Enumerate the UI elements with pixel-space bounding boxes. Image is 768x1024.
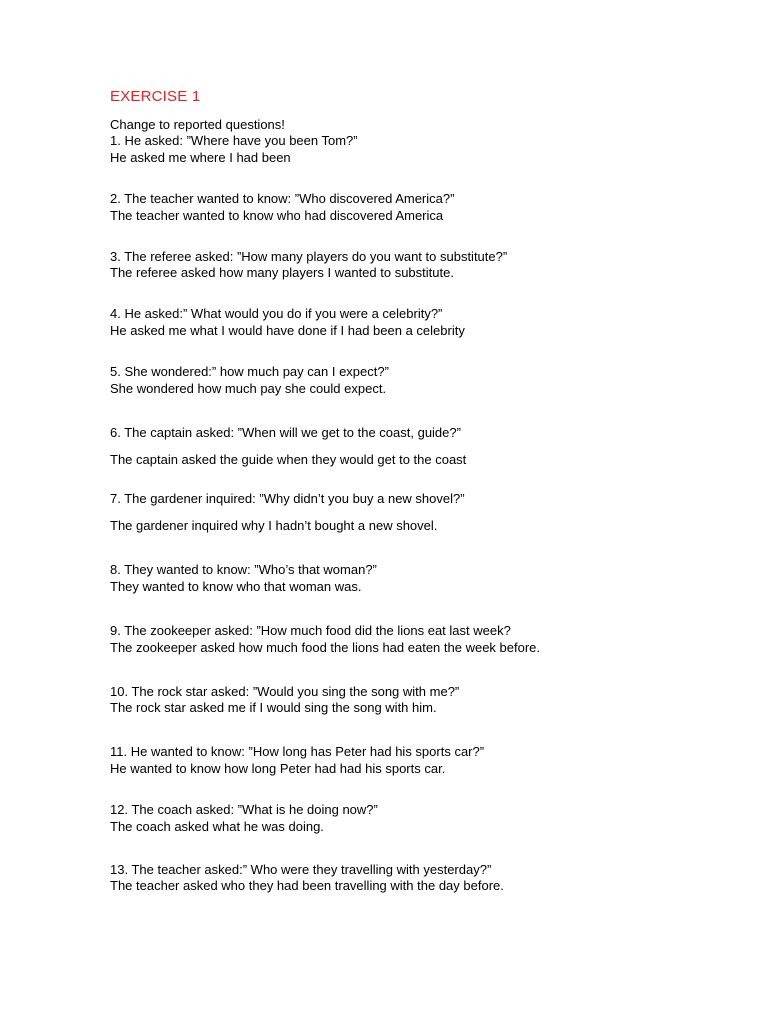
exercise-title: EXERCISE 1	[110, 88, 201, 105]
question-1: 1. He asked: ”Where have you been Tom?”	[110, 133, 358, 148]
question-9: 9. The zookeeper asked: ”How much food did the lions eat last week?	[110, 623, 511, 638]
answer-12: The coach asked what he was doing.	[110, 819, 324, 834]
answer-6: The captain asked the guide when they would get to the coast	[110, 452, 467, 467]
answer-4: He asked me what I would have done if I had been a celebrity	[110, 323, 465, 338]
question-2: 2. The teacher wanted to know: ”Who discovered America?”	[110, 191, 455, 206]
question-8: 8. They wanted to know: ”Who’s that woman?”	[110, 562, 377, 577]
question-13: 13. The teacher asked:” Who were they travelling with yesterday?”	[110, 862, 492, 877]
answer-7: The gardener inquired why I hadn’t bought a new shovel.	[110, 518, 438, 533]
question-5: 5. She wondered:” how much pay can I expect?”	[110, 364, 389, 379]
question-10: 10. The rock star asked: ”Would you sing the song with me?”	[110, 684, 460, 699]
answer-1: He asked me where I had been	[110, 150, 291, 165]
answer-2: The teacher wanted to know who had discovered America	[110, 208, 444, 223]
question-4: 4. He asked:” What would you do if you were a celebrity?”	[110, 306, 443, 321]
answer-13: The teacher asked who they had been travelling with the day before.	[110, 878, 504, 893]
question-7: 7. The gardener inquired: ”Why didn’t you buy a new shovel?”	[110, 491, 465, 506]
answer-3: The referee asked how many players I wanted to substitute.	[110, 265, 454, 280]
answer-11: He wanted to know how long Peter had had his sports car.	[110, 761, 446, 776]
answer-9: The zookeeper asked how much food the lions had eaten the week before.	[110, 640, 541, 655]
question-3: 3. The referee asked: ”How many players do you want to substitute?”	[110, 249, 508, 264]
instruction-text: Change to reported questions!	[110, 117, 285, 132]
answer-8: They wanted to know who that woman was.	[110, 579, 362, 594]
answer-10: The rock star asked me if I would sing the song with him.	[110, 700, 437, 715]
question-11: 11. He wanted to know: ”How long has Peter had his sports car?”	[110, 744, 485, 759]
answer-5: She wondered how much pay she could expect.	[110, 381, 387, 396]
question-6: 6. The captain asked: ”When will we get to the coast, guide?”	[110, 425, 461, 440]
question-12: 12. The coach asked: ”What is he doing now?”	[110, 802, 378, 817]
